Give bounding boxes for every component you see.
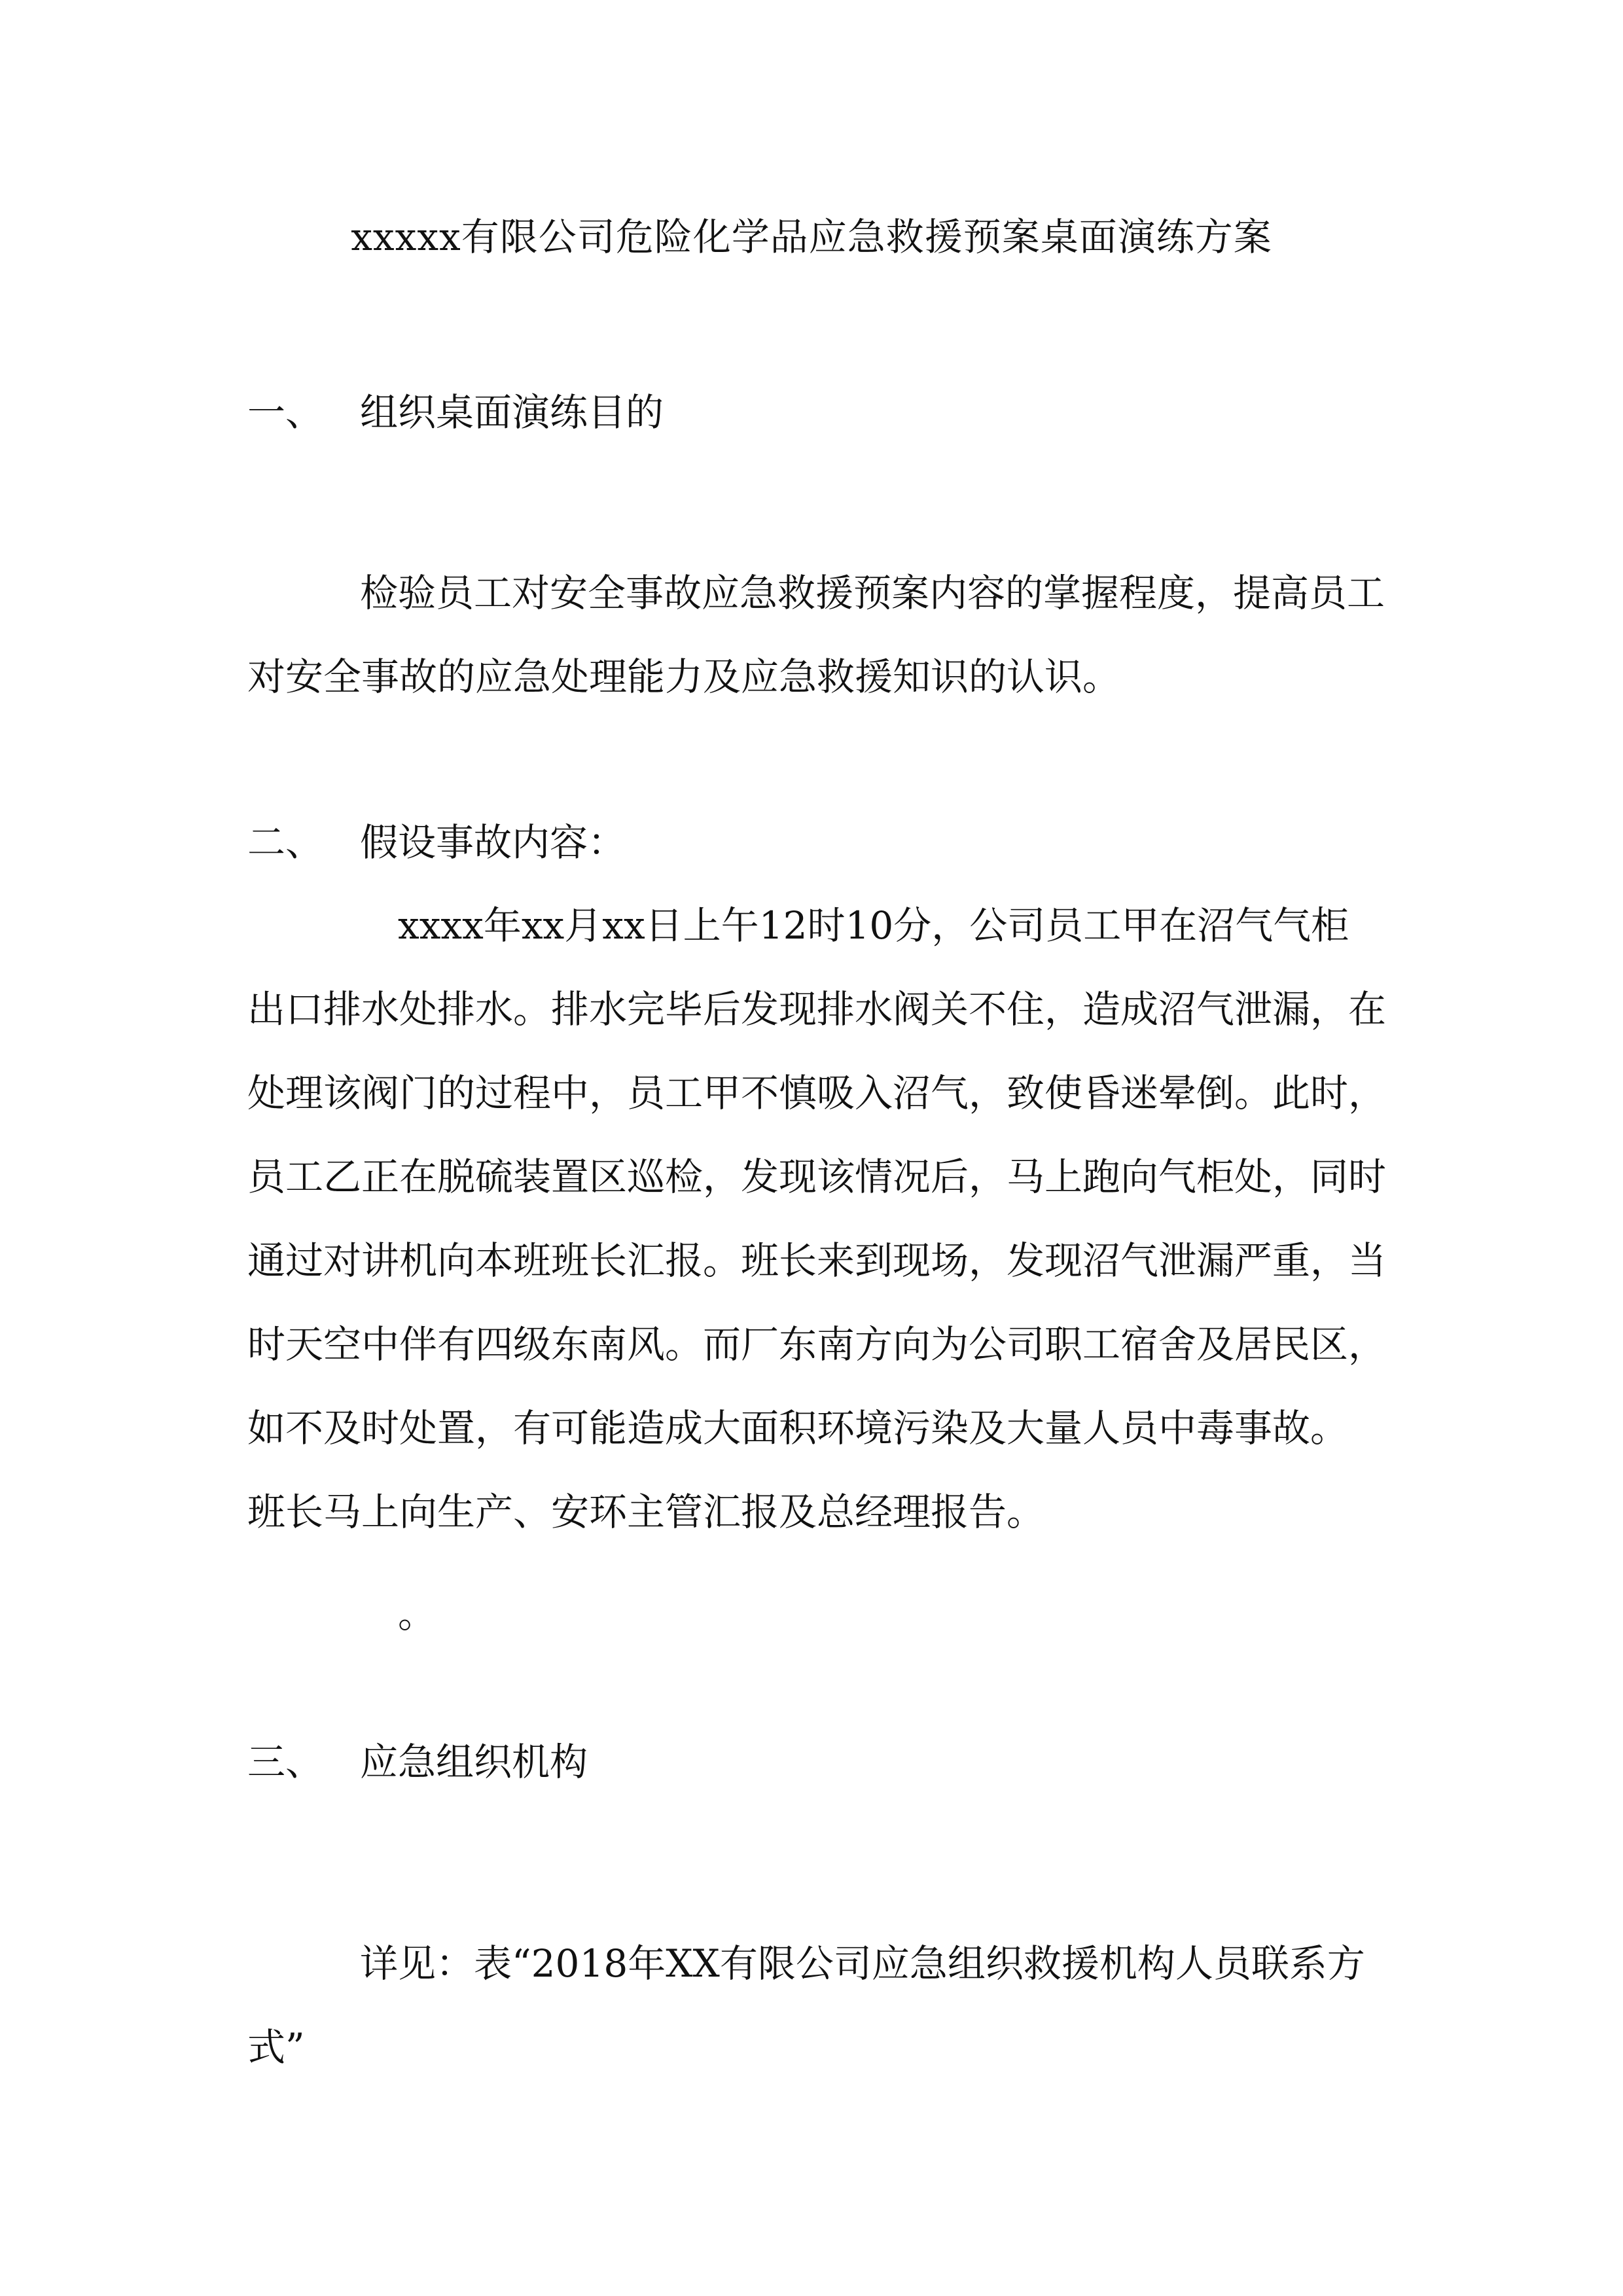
paragraph-line: 班长马上向生产、安环主管汇报及总经理报告。	[247, 1490, 1045, 1534]
paragraph-line: 处理该阀门的过程中，员工甲不慎吸入沼气，致使昏迷晕倒。此时，	[247, 1071, 1387, 1115]
section-1-paragraph	[247, 551, 1386, 719]
section-title: 应急组织机构	[360, 1740, 588, 1784]
section-heading-2	[247, 816, 626, 869]
paragraph-line: 对安全事故的应急处理能力及应急救援知识的认识。	[247, 655, 1121, 699]
section-2-paragraph	[247, 884, 1386, 1656]
paragraph-line: 员工乙正在脱硫装置区巡检，发现该情况后，马上跑向气柜处，同时	[247, 1155, 1387, 1199]
section-3-paragraph	[247, 1922, 1386, 2089]
section-title: 假设事故内容：	[360, 820, 626, 865]
paragraph-line: 详见：表“2018年XX有限公司应急组织救援机构人员联系方	[360, 1941, 1365, 1986]
section-number: 一、	[247, 390, 324, 435]
paragraph-line: 出口排水处排水。排水完毕后发现排水阀关不住，造成沼气泄漏，在	[247, 987, 1387, 1031]
paragraph-line: 通过对讲机向本班班长汇报。班长来到现场，发现沼气泄漏严重，当	[247, 1238, 1387, 1283]
section-number: 二、	[247, 820, 324, 865]
paragraph-line: 式”	[247, 2025, 305, 2070]
document-title: xxxxx有限公司危险化学品应急救援预案桌面演练方案	[351, 215, 1272, 259]
paragraph-line: 。	[398, 1592, 437, 1636]
paragraph-line: xxxx年xx月xx日上午12时10分，公司员工甲在沼气气柜	[398, 903, 1349, 948]
section-title: 组织桌面演练目的	[360, 390, 664, 435]
paragraph-line: 检验员工对安全事故应急救援预案内容的掌握程度，提高员工	[360, 571, 1385, 615]
section-heading-1	[247, 386, 664, 439]
section-heading-3	[247, 1736, 588, 1788]
paragraph-line: 如不及时处置，有可能造成大面积环境污染及大量人员中毒事故。	[247, 1406, 1349, 1450]
section-number: 三、	[247, 1740, 324, 1784]
paragraph-line: 时天空中伴有四级东南风。而厂东南方向为公司职工宿舍及居民区，	[247, 1322, 1387, 1367]
